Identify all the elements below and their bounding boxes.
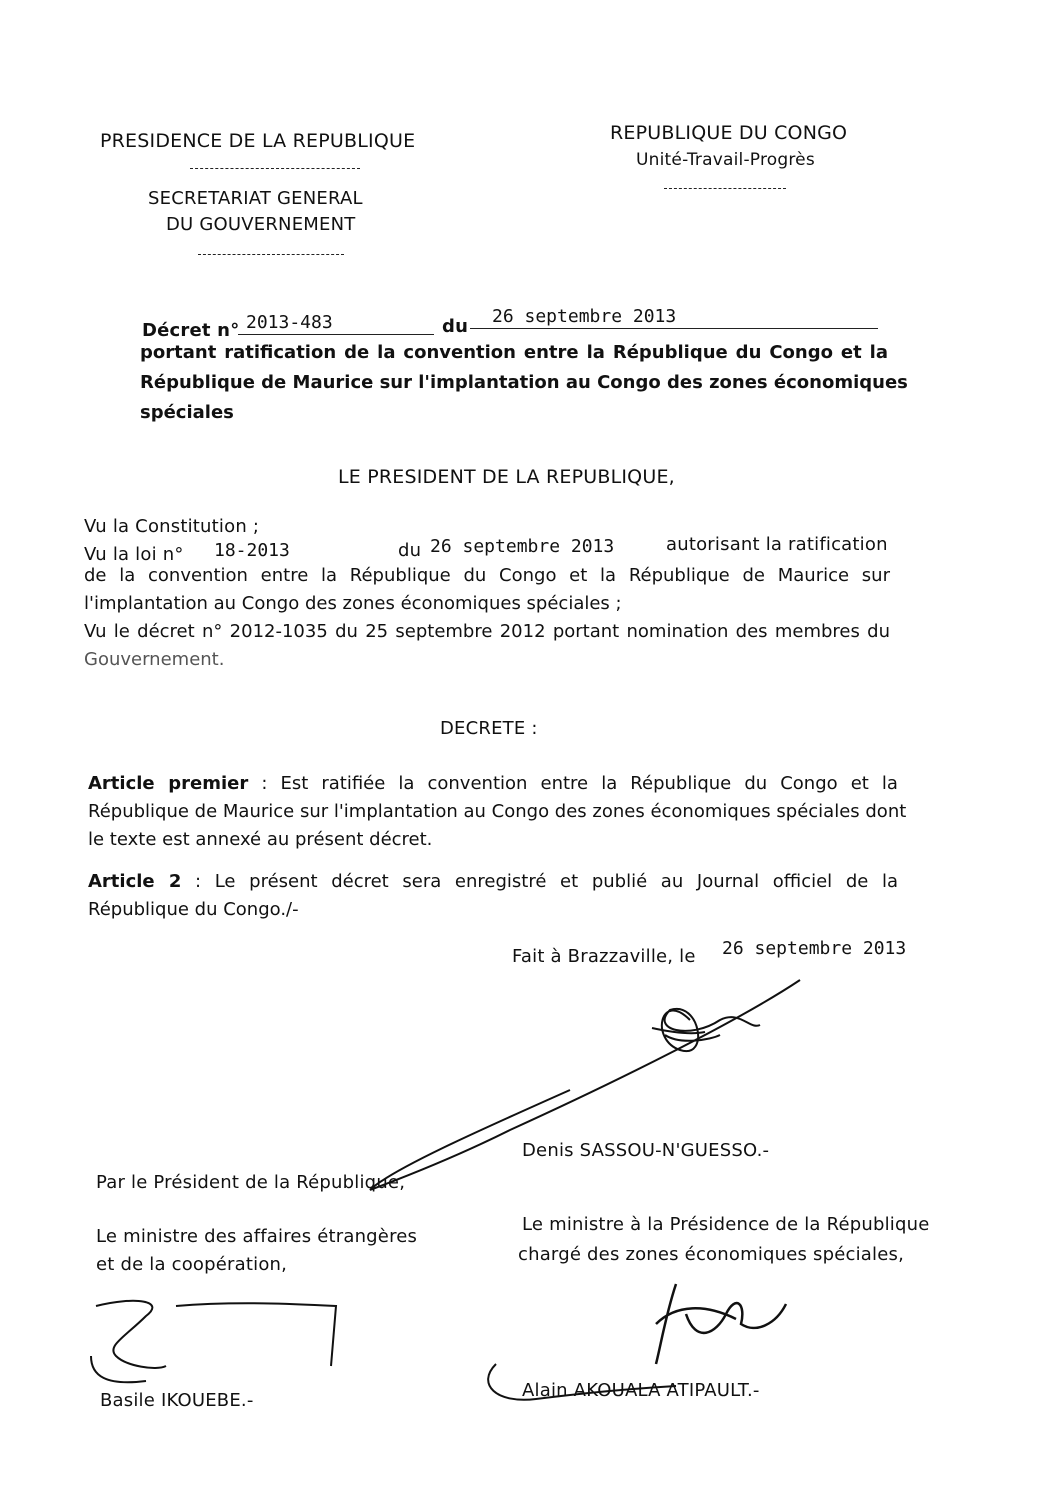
divider: [198, 254, 344, 255]
minister-left-title: et de la coopération,: [96, 1254, 288, 1275]
minister-left-title: Le ministre des affaires étrangères: [96, 1226, 418, 1247]
decree-du-label: du: [442, 316, 469, 337]
underline: [470, 328, 878, 329]
header-motto: Unité-Travail-Progrès: [636, 150, 815, 170]
article-2-label: Article 2: [88, 871, 182, 892]
president-name: Denis SASSOU-N'GUESSO.-: [522, 1140, 770, 1161]
visa-loi-line: de la convention entre la République du Congo et la République de Maurice sur: [84, 565, 890, 586]
visa-loi-suffix: autorisant la ratification: [666, 534, 888, 555]
president-heading: LE PRESIDENT DE LA REPUBLIQUE,: [338, 466, 675, 488]
visa-loi-body: [84, 562, 890, 674]
article-premier-label: Article premier: [88, 773, 249, 794]
decree-subject-line: République de Maurice sur l'implantation au Congo des zones économiques: [140, 372, 908, 393]
visa-decret-line: Gouvernement.: [84, 649, 225, 670]
visa-constitution: Vu la Constitution ;: [84, 516, 260, 537]
decree-label: Décret n°: [142, 320, 240, 341]
place-text: Fait à Brazzaville, le: [512, 946, 696, 967]
divider: [664, 188, 786, 189]
underline: [238, 334, 434, 335]
article-premier-line: le texte est annexé au présent décret.: [88, 829, 433, 850]
visa-loi-number: 18-2013: [214, 540, 290, 561]
article-premier: [88, 770, 907, 854]
article-2-text: : Le présent décret sera enregistré et publié au Journal officiel de la: [195, 871, 898, 892]
article-2: [88, 868, 898, 924]
decree-date: 26 septembre 2013: [492, 306, 677, 327]
header-presidence: PRESIDENCE DE LA REPUBLIQUE: [100, 130, 416, 152]
minister-right-title: chargé des zones économiques spéciales,: [518, 1244, 905, 1265]
decree-subject: [140, 338, 908, 428]
place-date: 26 septembre 2013: [722, 938, 907, 959]
decree-subject-line: spéciales: [140, 402, 234, 423]
header-gouvernement: DU GOUVERNEMENT: [166, 214, 356, 235]
minister-right-title: Le ministre à la Présidence de la République: [522, 1214, 930, 1235]
article-premier-text: : Est ratifiée la convention entre la République du Congo et la: [261, 773, 898, 794]
par-le-president: Par le Président de la République,: [96, 1172, 406, 1193]
visa-loi-date: 26 septembre 2013: [430, 536, 615, 557]
article-premier-line: République de Maurice sur l'implantation au Congo des zones économiques spéciales dont: [88, 801, 907, 822]
article-2-line: République du Congo./-: [88, 899, 299, 920]
visa-decret-line: Vu le décret n° 2012-1035 du 25 septembre 2012 portant nomination des membres du: [84, 621, 890, 642]
decrete-heading: DECRETE :: [440, 718, 538, 739]
decree-subject-line: portant ratification de la convention entre la République du Congo et la: [140, 342, 888, 363]
divider: [190, 168, 360, 169]
minister-left-signature: [86, 1296, 346, 1396]
decree-number: 2013-483: [246, 312, 333, 333]
header-country: REPUBLIQUE DU CONGO: [610, 122, 848, 144]
minister-left-name: Basile IKOUEBE.-: [100, 1390, 254, 1411]
visa-loi-du: du: [398, 540, 422, 561]
header-secretariat: SECRETARIAT GENERAL: [148, 188, 363, 209]
minister-right-name: Alain AKOUALA ATIPAULT.-: [522, 1380, 760, 1401]
visa-loi-prefix: Vu la loi n°: [84, 544, 184, 565]
visa-loi-line: l'implantation au Congo des zones économiques spéciales ;: [84, 593, 622, 614]
